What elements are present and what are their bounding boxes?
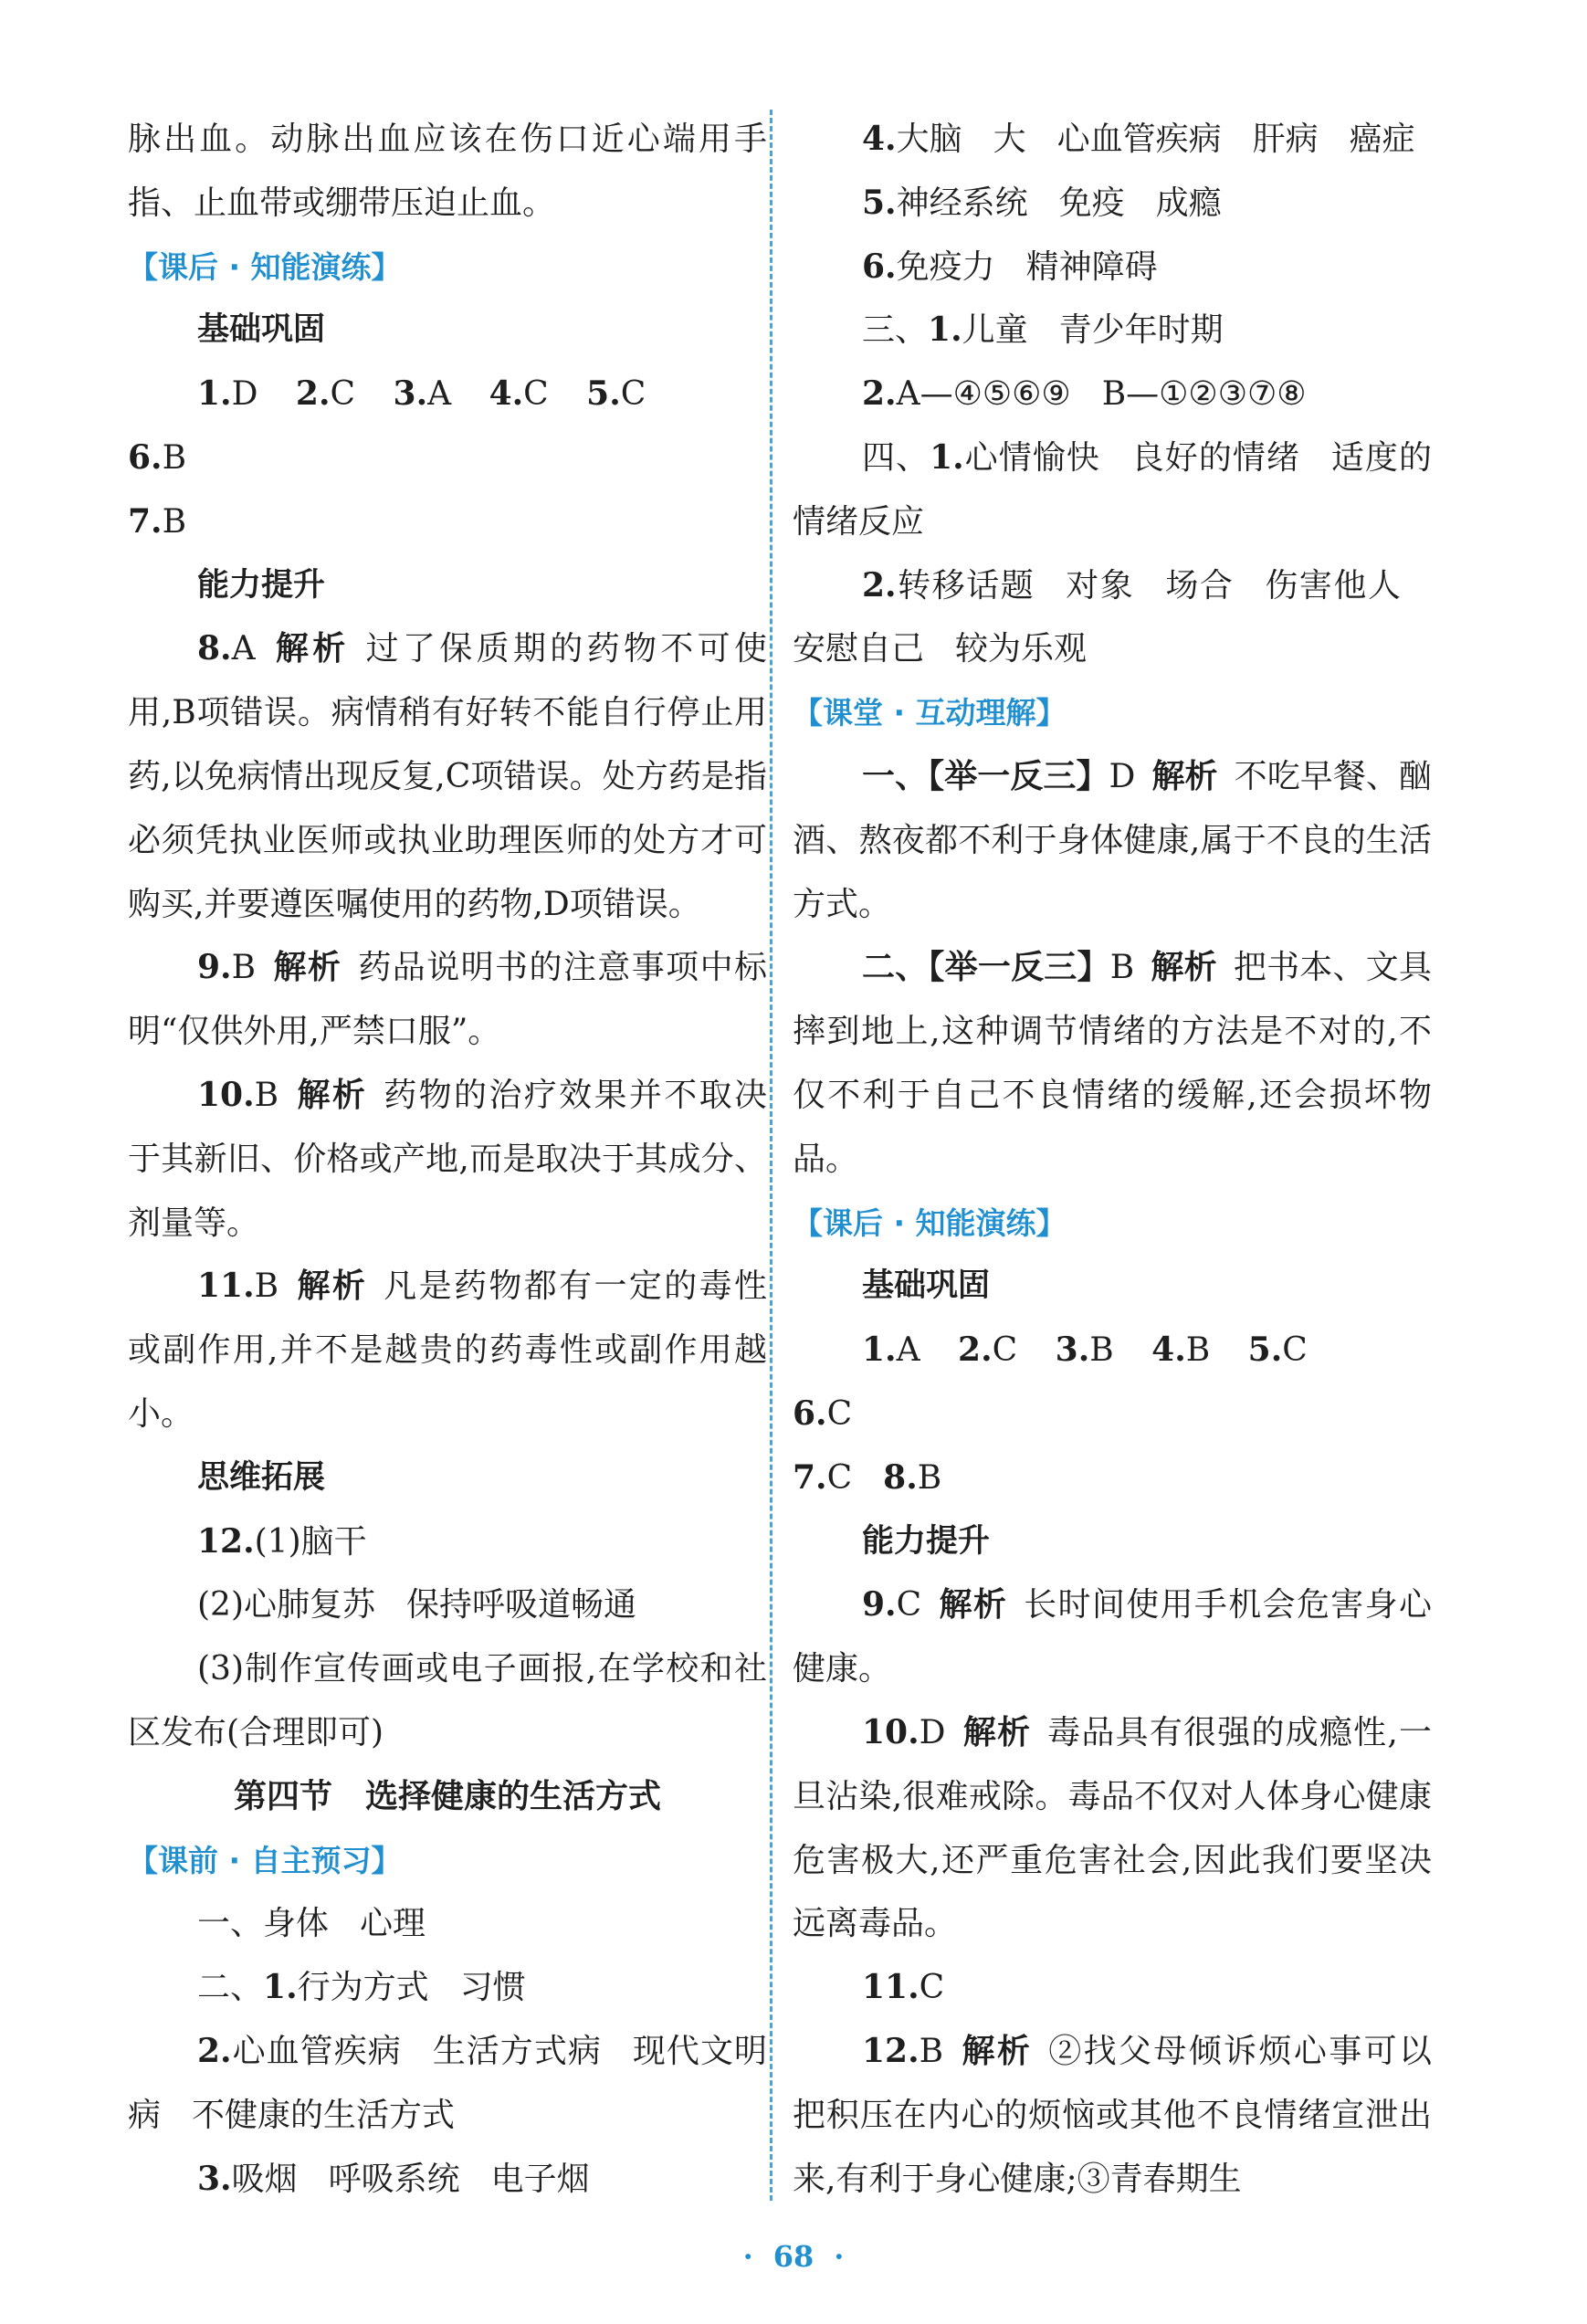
section-label: 【课堂 · 互动理解】	[793, 695, 1067, 731]
preview-item-9: 2.A—④⑤⑥⑨ B—①②③⑦⑧	[862, 374, 1307, 414]
section-label: 【课前 · 自主预习】	[128, 1842, 402, 1878]
column-divider	[770, 110, 772, 2201]
example-1: 一、【举一反三】D 解析 不吃早餐、酗酒、熬夜都不利于身体健康,属于不良的生活方式。	[793, 756, 1432, 923]
preview-item-5: 4.大脑 大 心血管疾病 肝病 癌症	[862, 120, 1415, 158]
question-12: 12.B 解析 ②找父母倾诉烦心事可以把积压在内心的烦恼或其他不良情绪宣泄出来,有利于身心健康;③青春期生	[793, 2031, 1432, 2198]
subsection-title: 基础巩固	[197, 311, 326, 349]
question-9: 9.C 解析 长时间使用手机会危害身心健康。	[793, 1585, 1432, 1688]
left-column	[128, 108, 767, 2211]
page-number: · 68 ·	[742, 2239, 845, 2274]
preview-item-1: 一、身体 心理	[197, 1905, 426, 1943]
question-9: 9.B 解析 药品说明书的注意事项中标明“仅供外用,严禁口服”。	[128, 948, 767, 1051]
question-8: 8.A 解析 过了保质期的药物不可使用,B项错误。病情稍有好转不能自行停止用药,以免病情出现反复,C项错误。处方药是指必须凭执业医师或执业助理医师的处方才可购买,并要遵医嘱使用的药物,D项错误。	[128, 629, 767, 923]
answer-list-continued: 7.C 8.B	[793, 1457, 942, 1497]
answer-list-continued: 7.B	[128, 501, 187, 541]
example-2: 二、【举一反三】B 解析 把书本、文具摔到地上,这种调节情绪的方法是不对的,不仅不利于自己不良情绪的缓解,还会损坏物品。	[793, 948, 1432, 1178]
subsection-title: 基础巩固	[862, 1267, 991, 1305]
subsection-title: 思维拓展	[197, 1458, 326, 1496]
preview-item-3: 2.心血管疾病 生活方式病 现代文明病 不健康的生活方式	[128, 2031, 767, 2134]
preview-item-10: 四、1.心情愉快 良好的情绪 适度的情绪反应	[793, 437, 1432, 541]
preview-item-8: 三、1.儿童 青少年时期	[862, 310, 1224, 350]
question-10: 10.D 解析 毒品具有很强的成瘾性,一旦沾染,很难戒除。毒品不仅对人体身心健康危害极大,还严重危害社会,因此我们要坚决远离毒品。	[793, 1712, 1432, 1943]
question-12-part-3: (3)制作宣传画或电子画报,在学校和社区发布(合理即可)	[128, 1650, 767, 1751]
preview-item-11: 2.转移话题 对象 场合 伤害他人安慰自己 较为乐观	[793, 565, 1401, 668]
lesson-heading: 第四节 选择健康的生活方式	[233, 1777, 661, 1815]
preview-item-4: 3.吸烟 呼吸系统 电子烟	[197, 2159, 590, 2198]
question-12-part-1: 12.(1)脑干	[197, 1521, 367, 1561]
preview-item-2: 二、1.行为方式 习惯	[197, 1968, 526, 2007]
answer-list: 1.D 2.C 3.A 4.C 5.C 6.B	[128, 374, 646, 477]
right-column	[793, 108, 1432, 2211]
answer-list: 1.A 2.C 3.B 4.B 5.C 6.C	[793, 1330, 1308, 1433]
section-label: 【课后 · 知能演练】	[128, 248, 402, 285]
preview-item-7: 6.免疫力 精神障碍	[862, 247, 1158, 286]
subsection-title: 能力提升	[197, 566, 326, 604]
question-12-part-2: (2)心肺复苏 保持呼吸道畅通	[197, 1586, 637, 1625]
question-11: 11.C	[862, 1968, 945, 2007]
question-10: 10.B 解析 药物的治疗效果并不取决于其新旧、价格或产地,而是取决于其成分、剂量等。	[128, 1075, 767, 1242]
preview-item-6: 5.神经系统 免疫 成瘾	[862, 183, 1222, 222]
subsection-title: 能力提升	[862, 1522, 991, 1560]
section-label: 【课后 · 知能演练】	[793, 1204, 1067, 1241]
paragraph: 脉出血。动脉出血应该在伤口近心端用手指、止血带或绷带压迫止血。	[128, 121, 767, 222]
question-11: 11.B 解析 凡是药物都有一定的毒性或副作用,并不是越贵的药毒性或副作用越小。	[128, 1267, 767, 1433]
